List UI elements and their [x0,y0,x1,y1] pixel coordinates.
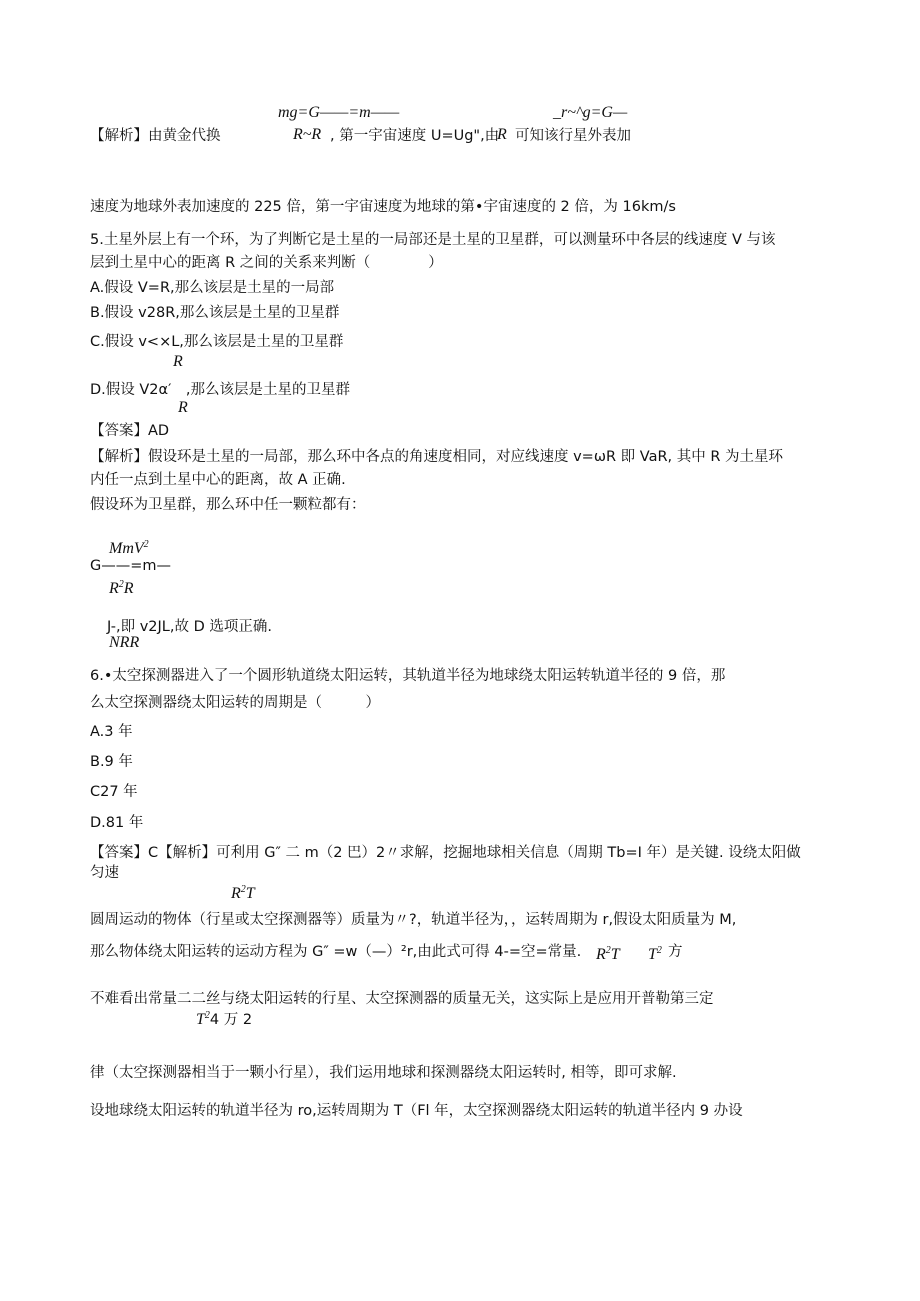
formula-r-ratio: R~R [293,126,322,143]
q5-answer: 【答案】AD [90,423,170,439]
formula-r-letter: R [497,126,507,143]
formula-gravity-left: mg=G——=m—— [278,104,400,121]
q6-body-2-ratio: $R^2T$ [596,945,620,963]
q6-body-3-denominator: $T^24$ 万 2 [196,1010,253,1028]
q5-analysis-1: 【解析】假设环是土星的一局部，那么环中各点的角速度相同，对应线速度 v=ωR 即 VaR, 其中 R 为土星环 [90,449,784,465]
q5-option-b: B.假设 v28R,那么该层是土星的卫星群 [90,305,340,321]
analysis-tail: 可知该行星外表加 [515,128,631,144]
q5-option-d-denominator: R [178,399,188,416]
q6-option-c: C27 年 [90,784,138,800]
q5-formula-body: G——=m— [90,558,172,574]
formula-gravity-right: _r~^g=G— [553,104,628,121]
q6-body-4: 律（太空探测器相当于一颗小行星），我们运用地球和探测器绕太阳运转时, 相等，即可求解. [90,1065,677,1081]
q5-conclusion-denominator: NRR [109,634,140,651]
q6-fraction-1: $R^2T$ [231,884,255,902]
q5-formula-numerator: MmV$^2$ [109,539,149,557]
q5-conclusion: J-,即 v2JL,故 D 选项正确. [107,619,272,635]
q6-answer-line-2: 匀速 [90,865,119,881]
q6-stem-1: 6.•太空探测器进入了一个圆形轨道绕太阳运转，其轨道半径为地球绕太阳运转轨道半径的 9 倍，那 [90,668,726,684]
q5-analysis-2: 内任一点到土星中心的距离，故 A 正确. [90,472,346,488]
q6-option-d: D.81 年 [90,815,144,831]
q5-option-c: C.假设 v<×L,那么该层是土星的卫星群 [90,334,344,350]
q6-body-3: 不难看出常量二二丝与绕太阳运转的行星、太空探测器的质量无关，这实际上是应用开普勒第三定 [90,991,714,1007]
q6-body-5: 设地球绕太阳运转的轨道半径为 ro,运转周期为 T（Fl 年，太空探测器绕太阳运转的轨道半径内 9 办设 [90,1103,743,1119]
q6-body-2-period: $T^2$ [648,945,662,963]
q6-option-a: A.3 年 [90,724,133,740]
q5-stem-2: 层到土星中心的距离 R 之间的关系来判断（ ） [90,255,443,271]
q6-body-2-end: 方 [668,944,683,960]
q5-option-d: D.假设 V2α′ ,那么该层是土星的卫星群 [90,382,350,398]
analysis-middle: , 第一宇宙速度 U=Ug",由 [330,128,500,144]
q6-body-2: 那么物体绕太阳运转的运动方程为 G″ =w（—）²r,由此式可得 4-=空=常量. [90,944,582,960]
q6-answer-line: 【答案】C【解析】可利用 G″ 二 m（2 巴）2〃求解，挖掘地球相关信息（周期 Tb=I 年）是关键. 设绕太阳做 [90,845,801,861]
q5-option-a: A.假设 V=R,那么该层是土星的一局部 [90,280,335,296]
q5-formula-denominator: $R^2R$ [109,579,134,597]
q5-analysis-3: 假设环为卫星群，那么环中任一颗粒都有： [90,497,366,513]
analysis-speed-line: 速度为地球外表加速度的 225 倍，第一宇宙速度为地球的第•宇宙速度的 2 倍，为 16km/s [90,199,676,215]
q6-stem-2: 么太空探测器绕太阳运转的周期是（ ） [90,695,380,711]
q5-option-c-denominator: R [173,353,183,370]
q6-option-b: B.9 年 [90,754,133,770]
q5-stem-1: 5.土星外层上有一个环，为了判断它是土星的一局部还是土星的卫星群，可以测量环中各层的线速度 V 与该 [90,232,776,248]
analysis-lead: 【解析】由黄金代换 [90,128,221,144]
q6-body-1: 圆周运动的物体（行星或太空探测器等）质量为〃?，轨道半径为，，运转周期为 r,假设太阳质量为 M, [90,912,737,928]
